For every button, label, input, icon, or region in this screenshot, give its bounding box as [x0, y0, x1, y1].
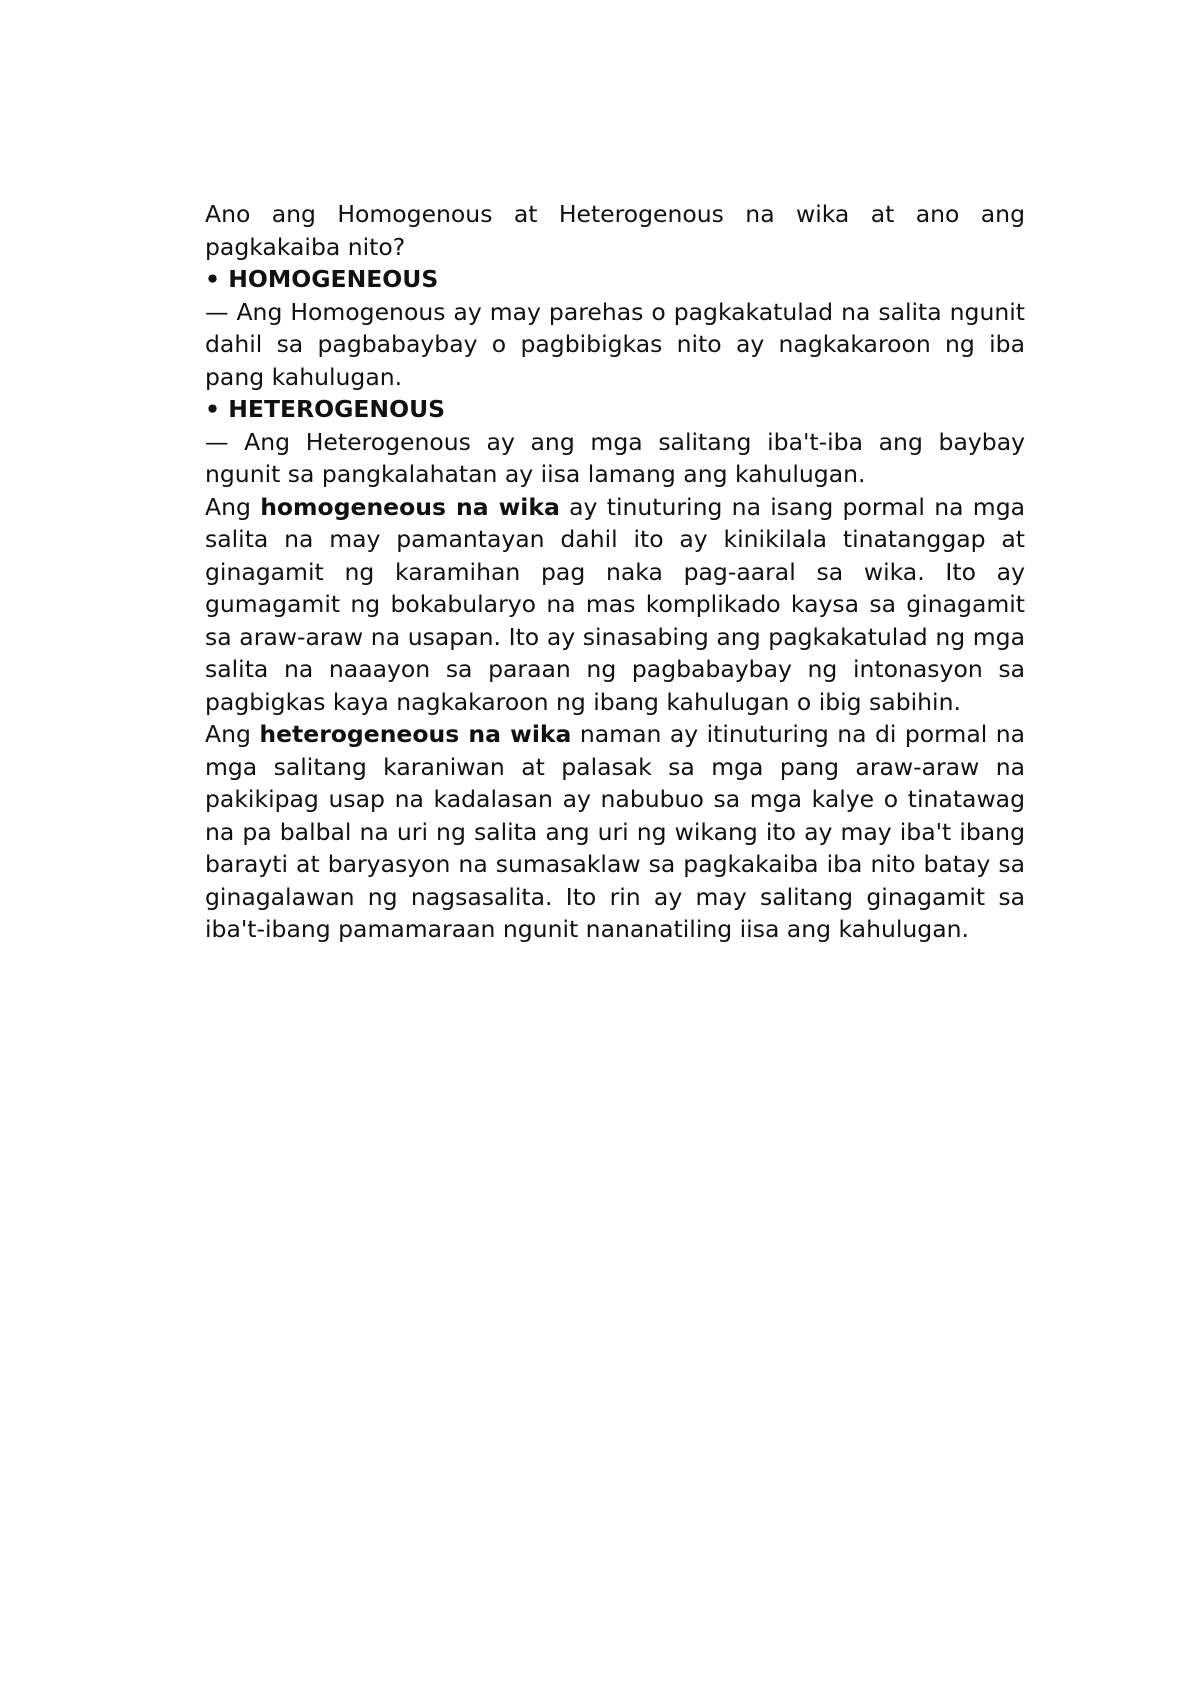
definition-heterogenous: — Ang Heterogenous ay ang mga salitang iba't-iba ang baybay ngunit sa pangkalahatan ay iisa lamang ang kahulugan. [205, 427, 1025, 488]
document-body [205, 198, 1025, 946]
paragraph-body: naman ay itinuturing na di pormal na mga salitang karaniwan at palasak sa mga pang araw-araw na pakikipag usap na kadalasan ay nabubuo sa mga kalye o tinatawag na pa balbal na uri ng salita ang uri ng wikang ito ay may iba't ibang barayti at baryasyon na sumasaklaw sa pagkakaiba iba nito batay sa ginagalawan ng nagsasalita. Ito rin ay may salitang ginagamit sa iba't-ibang pamamaraan ngunit nananatiling iisa ang kahulugan. [205, 720, 1026, 943]
paragraph-body: ay tinuturing na isang pormal na mga salita na may pamantayan dahil ito ay kinikilala tinatanggap at ginagamit ng karamihan pag naka pag-aaral sa wika. Ito ay gumagamit ng bokabularyo na mas komplikado kaysa sa ginagamit sa araw-araw na usapan. Ito ay sinasabing ang pagkakatulad ng mga salita na naaayon sa paraan ng pagbabaybay ng intonasyon sa pagbigkas kaya nagkakaroon ng ibang kahulugan o ibig sabihin. [205, 492, 1026, 716]
paragraph-homogeneous-wika [205, 491, 1025, 719]
bullet-icon: • [205, 265, 221, 293]
bullet-icon: • [205, 395, 221, 423]
heading-heterogenous-label: HETEROGENOUS [228, 395, 446, 423]
definition-homogeneous: — Ang Homogenous ay may parehas o pagkakatulad na salita ngunit dahil sa pagbabaybay o pagbibigkas nito ay nagkakaroon ng iba pang kahulugan. [205, 297, 1025, 391]
paragraph-heterogeneous-wika [205, 718, 1025, 946]
question-text: Ano ang Homogenous at Heterogenous na wika at ano ang pagkakaiba nito? [205, 200, 1025, 261]
bold-term-homogeneous: homogeneous na wika [260, 492, 560, 521]
paragraph-lead: Ang [205, 492, 261, 521]
paragraph-lead: Ang [205, 720, 260, 748]
heading-homogeneous-label: HOMOGENEOUS [228, 265, 439, 293]
heading-homogeneous [205, 263, 1025, 296]
bold-term-heterogeneous: heterogeneous na wika [259, 720, 572, 748]
heading-heterogenous [205, 393, 1025, 426]
